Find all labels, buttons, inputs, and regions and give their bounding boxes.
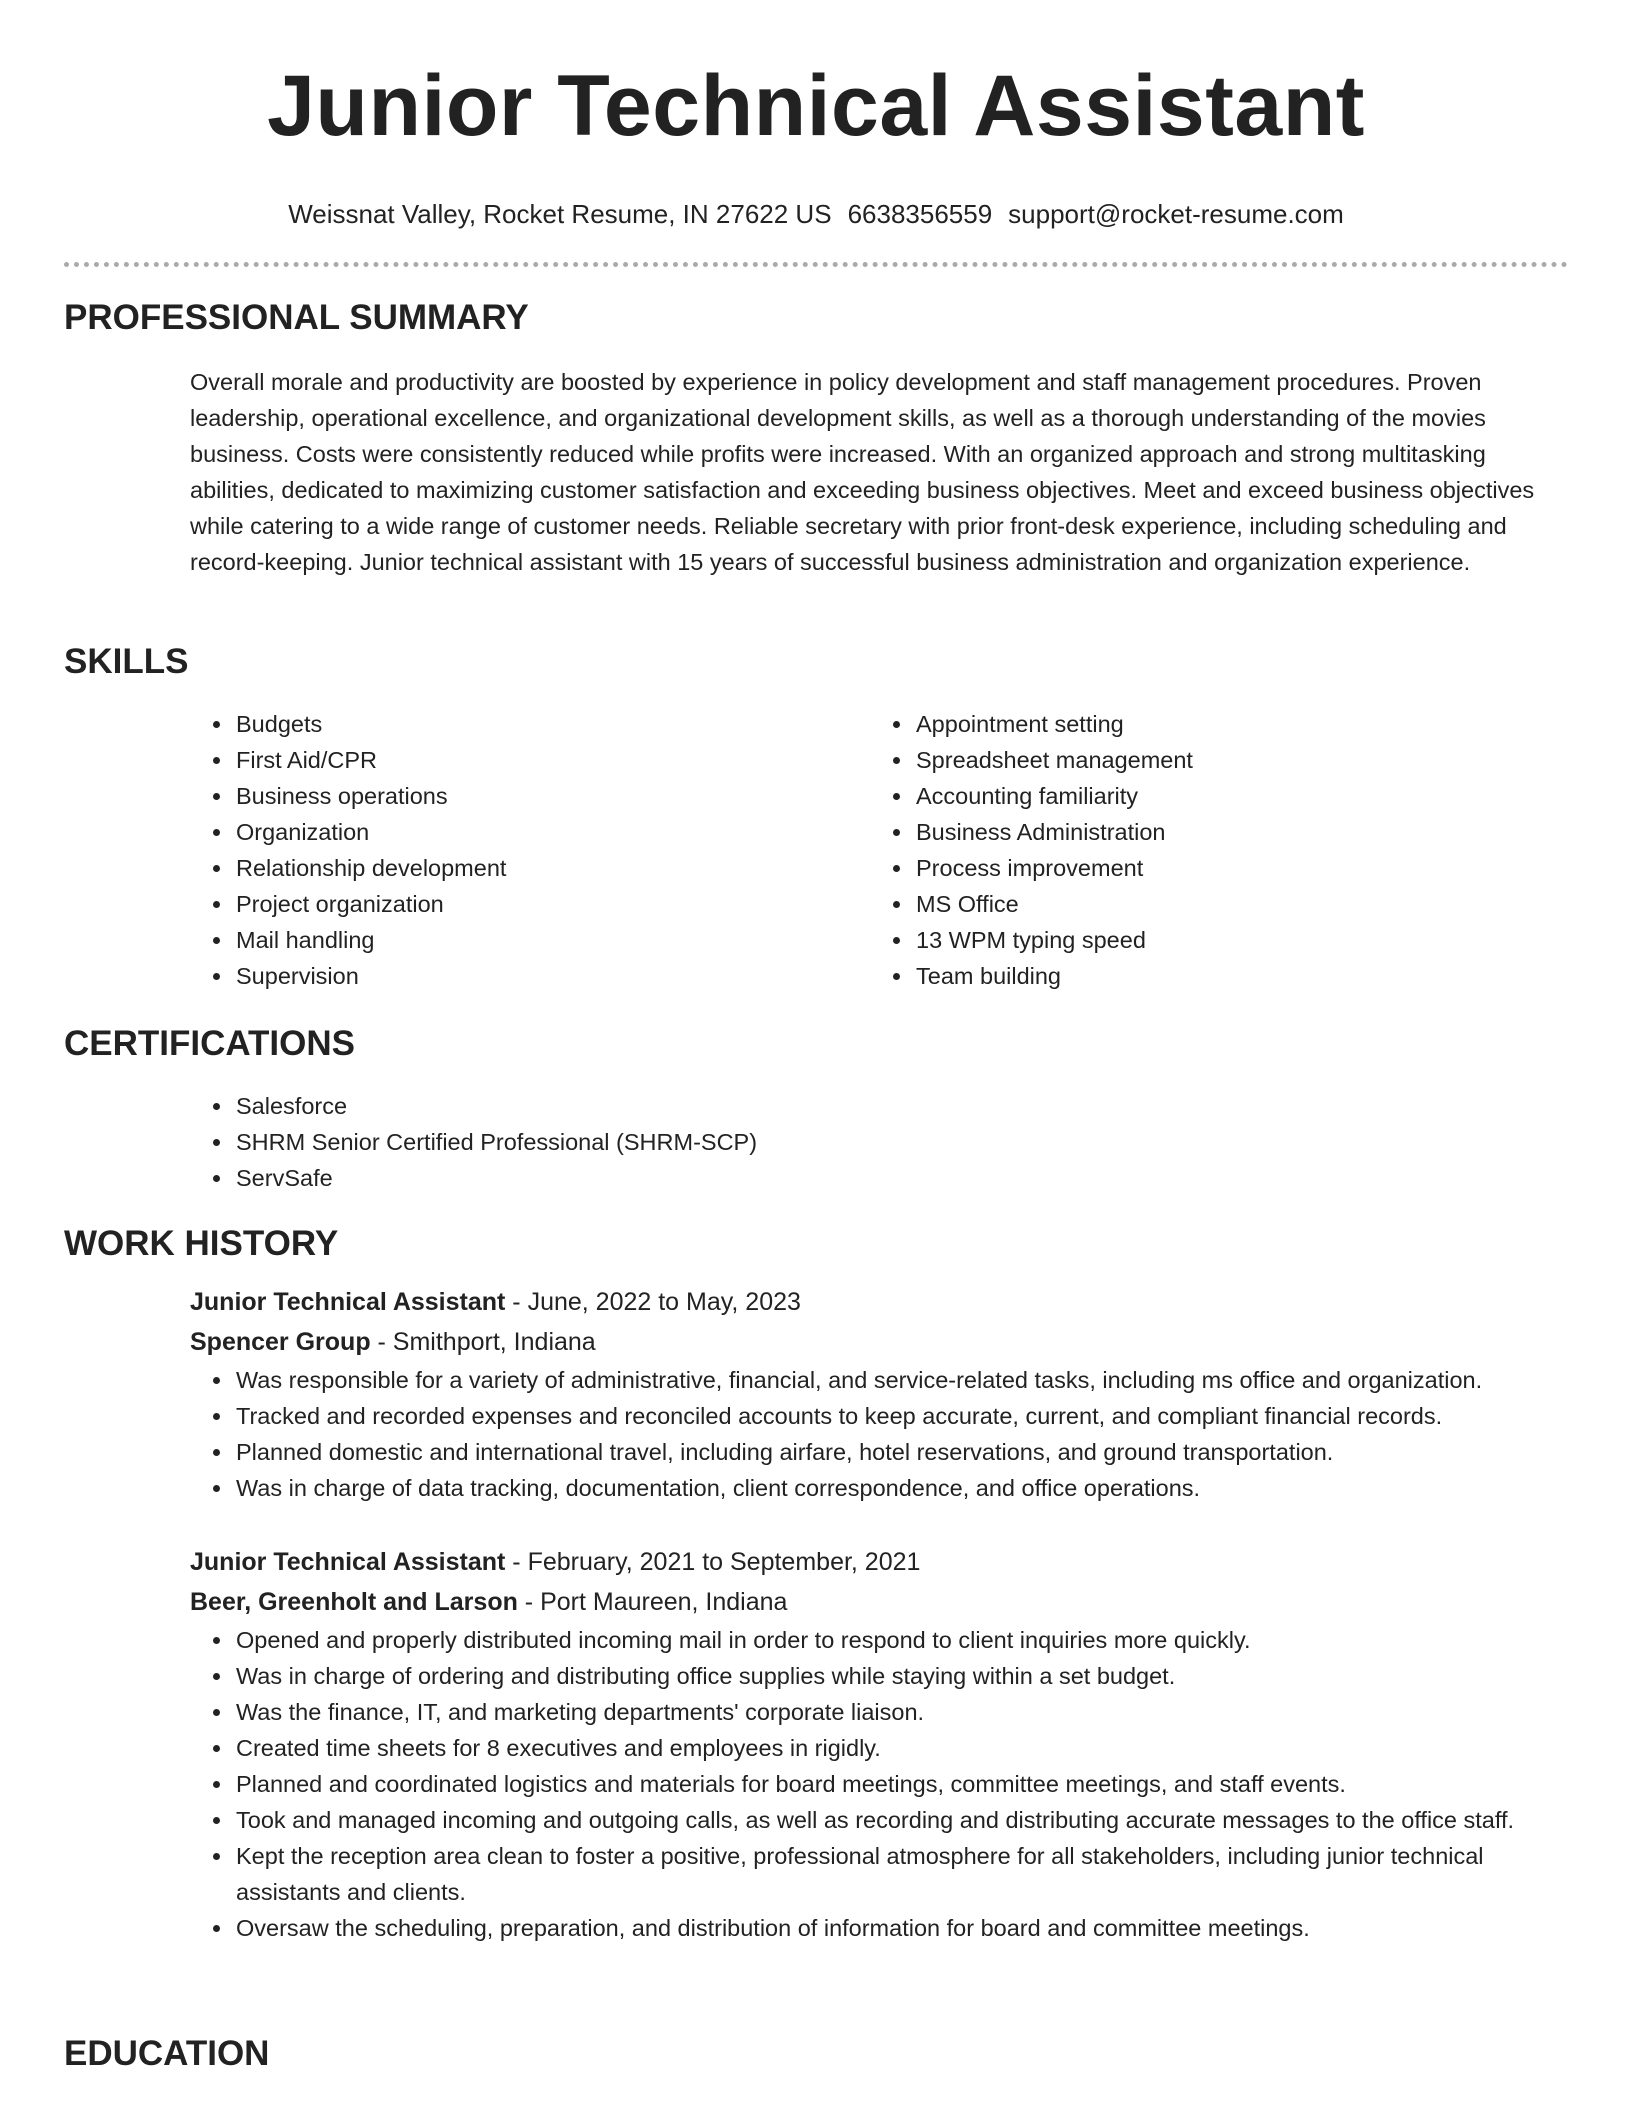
list-item: • Spreadsheet management [914, 742, 1193, 778]
list-item: • Supervision [234, 958, 914, 994]
list-item: • Mail handling [234, 922, 914, 958]
skills-list-left [64, 706, 914, 994]
list-item: • Business Administration [914, 814, 1193, 850]
job-role: Junior Technical Assistant [190, 1548, 506, 1576]
education-section [64, 2032, 1568, 2076]
list-item: • Planned domestic and international travel, including airfare, hotel reservations, and ground transportation. [234, 1434, 1568, 1470]
summary-section [64, 296, 1568, 580]
education-title: EDUCATION [64, 2034, 270, 2073]
list-item: • Relationship development [234, 850, 914, 886]
list-item: • Was the finance, IT, and marketing departments' corporate liaison. [234, 1694, 1568, 1730]
job-bullets [64, 1622, 1568, 1946]
skills-section [64, 640, 1568, 994]
job-company: Spencer Group [190, 1328, 371, 1356]
list-item: • Budgets [234, 706, 914, 742]
certifications-title: CERTIFICATIONS [64, 1024, 356, 1063]
list-item: • SHRM Senior Certified Professional (SHRM-SCP) [234, 1124, 1568, 1160]
certifications-list [64, 1088, 1568, 1196]
list-item: • Appointment setting [914, 706, 1193, 742]
list-item: • 13 WPM typing speed [914, 922, 1193, 958]
list-item: • Kept the reception area clean to foster a positive, professional atmosphere for all stakeholders, including junior technical assistants and clients. [234, 1838, 1568, 1910]
list-item: • MS Office [914, 886, 1193, 922]
job-entry [64, 1282, 1568, 1506]
list-item: • Salesforce [234, 1088, 1568, 1124]
summary-text: Overall morale and productivity are boosted by experience in policy development and staff management procedures. Proven leadership, operational excellence, and organizational development skills, as well as a thorough understanding of the movies business. Costs were consistently reduced while profits were increased. With an organized approach and strong multitasking abilities, dedicated to maximizing customer satisfaction and exceeding business objectives. Meet and exceed business objectives while catering to a wide range of customer needs. Reliable secretary with prior front-desk experience, including scheduling and record-keeping. Junior technical assistant with 15 years of successful business administration and organization experience. [190, 369, 1535, 575]
contact-line [64, 198, 1568, 230]
contact-email: support@rocket-resume.com [1008, 199, 1344, 229]
list-item: • Created time sheets for 8 executives and employees in rigidly. [234, 1730, 1568, 1766]
job-location: - Port Maureen, Indiana [517, 1588, 788, 1616]
list-item: • First Aid/CPR [234, 742, 914, 778]
list-item: • Project organization [234, 886, 914, 922]
job-company-line [64, 1582, 1568, 1622]
job-title-line [64, 1542, 1568, 1582]
skills-title: SKILLS [64, 642, 189, 681]
list-item: • Was in charge of ordering and distributing office supplies while staying within a set budget. [234, 1658, 1568, 1694]
list-item: • Was responsible for a variety of administrative, financial, and service-related tasks, including ms office and organization. [234, 1362, 1568, 1398]
job-location: - Smithport, Indiana [370, 1328, 596, 1356]
skills-list-right [914, 706, 1193, 994]
list-item: • Team building [914, 958, 1193, 994]
job-company: Beer, Greenholt and Larson [190, 1588, 518, 1616]
work-history-title: WORK HISTORY [64, 1224, 339, 1263]
resume-name: Junior Technical Assistant [267, 58, 1365, 154]
summary-title: PROFESSIONAL SUMMARY [64, 298, 529, 337]
job-bullets [64, 1362, 1568, 1506]
job-role: Junior Technical Assistant [190, 1288, 506, 1316]
job-company-line [64, 1322, 1568, 1362]
certifications-section [64, 1022, 1568, 1196]
list-item: • Accounting familiarity [914, 778, 1193, 814]
list-item: • Organization [234, 814, 914, 850]
skills-grid [64, 706, 1568, 994]
job-title-line [64, 1282, 1568, 1322]
list-item: • Business operations [234, 778, 914, 814]
list-item: • Opened and properly distributed incoming mail in order to respond to client inquiries more quickly. [234, 1622, 1568, 1658]
job-dates: - June, 2022 to May, 2023 [505, 1288, 801, 1316]
contact-address: Weissnat Valley, Rocket Resume, IN 27622 US [288, 199, 832, 229]
job-entry [64, 1542, 1568, 1946]
contact-phone: 6638356559 [847, 199, 993, 229]
list-item: • ServSafe [234, 1160, 1568, 1196]
job-dates: - February, 2021 to September, 2021 [505, 1548, 921, 1576]
list-item: • Tracked and recorded expenses and reconciled accounts to keep accurate, current, and compliant financial records. [234, 1398, 1568, 1434]
work-history-section [64, 1222, 1568, 1946]
header-divider [64, 262, 1568, 267]
list-item: • Took and managed incoming and outgoing calls, as well as recording and distributing accurate messages to the office staff. [234, 1802, 1568, 1838]
list-item: • Oversaw the scheduling, preparation, and distribution of information for board and committee meetings. [234, 1910, 1568, 1946]
list-item: • Planned and coordinated logistics and materials for board meetings, committee meetings, and staff events. [234, 1766, 1568, 1802]
list-item: • Process improvement [914, 850, 1193, 886]
list-item: • Was in charge of data tracking, documentation, client correspondence, and office operations. [234, 1470, 1568, 1506]
